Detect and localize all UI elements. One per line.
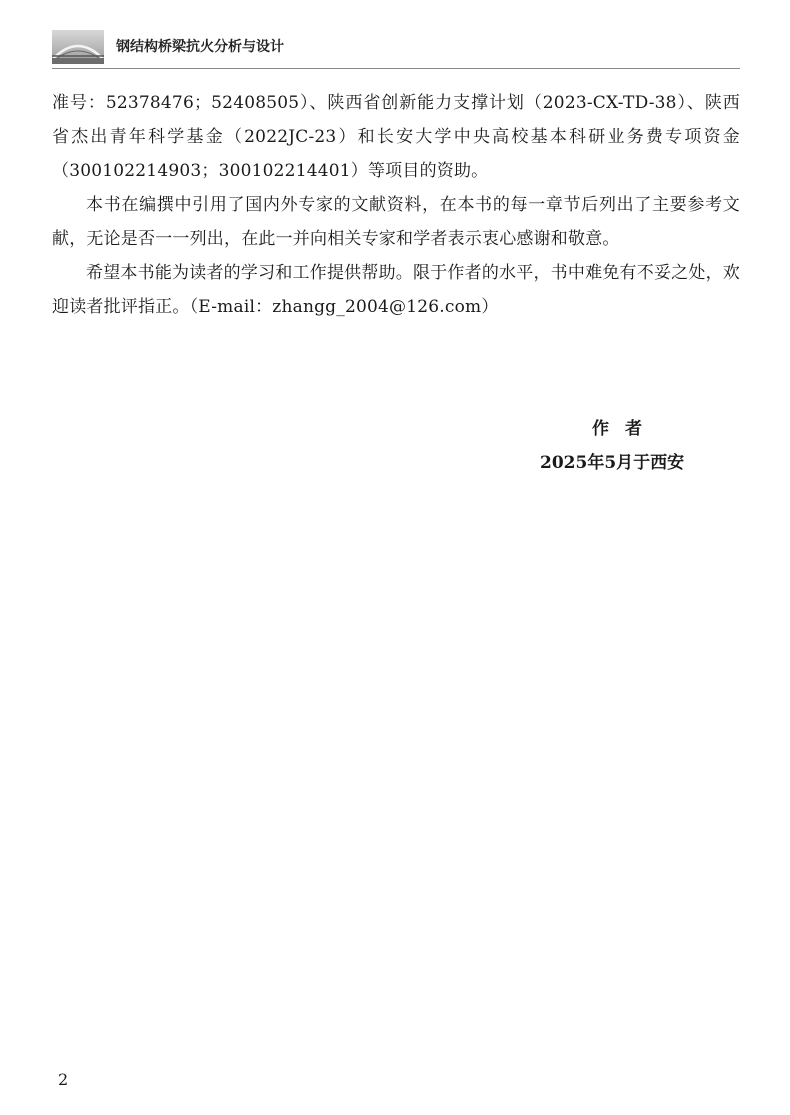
running-header-title: 钢结构桥梁抗火分析与设计 [116,39,284,55]
paragraph-feedback: 希望本书能为读者的学习和工作提供帮助。限于作者的水平，书中难免有不妥之处，欢迎读者批评指正。（E-mail：zhangg_2004@126.com） [52,263,740,317]
paragraph-references: 本书在编撰中引用了国内外专家的文献资料，在本书的每一章节后列出了主要参考文献，无论是否一一列出，在此一并向相关专家和学者表示衷心感谢和敬意。 [52,195,740,249]
page-number: 2 [58,1070,69,1089]
signature-author: 作者 [592,419,658,439]
header-divider [52,68,740,69]
body-text [52,86,740,324]
signature-date-place: 2025年5月于西安 [540,453,685,473]
running-header [52,30,740,70]
paragraph-funding-continued: 准号：52378476；52408505）、陕西省创新能力支撑计划（2023-CX-TD-38）、陕西省杰出青年科学基金（2022JC-23）和长安大学中央高校基本科研业务费专项资金（300102214903；300102214401）等项目的资助。 [52,93,740,181]
bridge-photo-icon [52,30,104,64]
